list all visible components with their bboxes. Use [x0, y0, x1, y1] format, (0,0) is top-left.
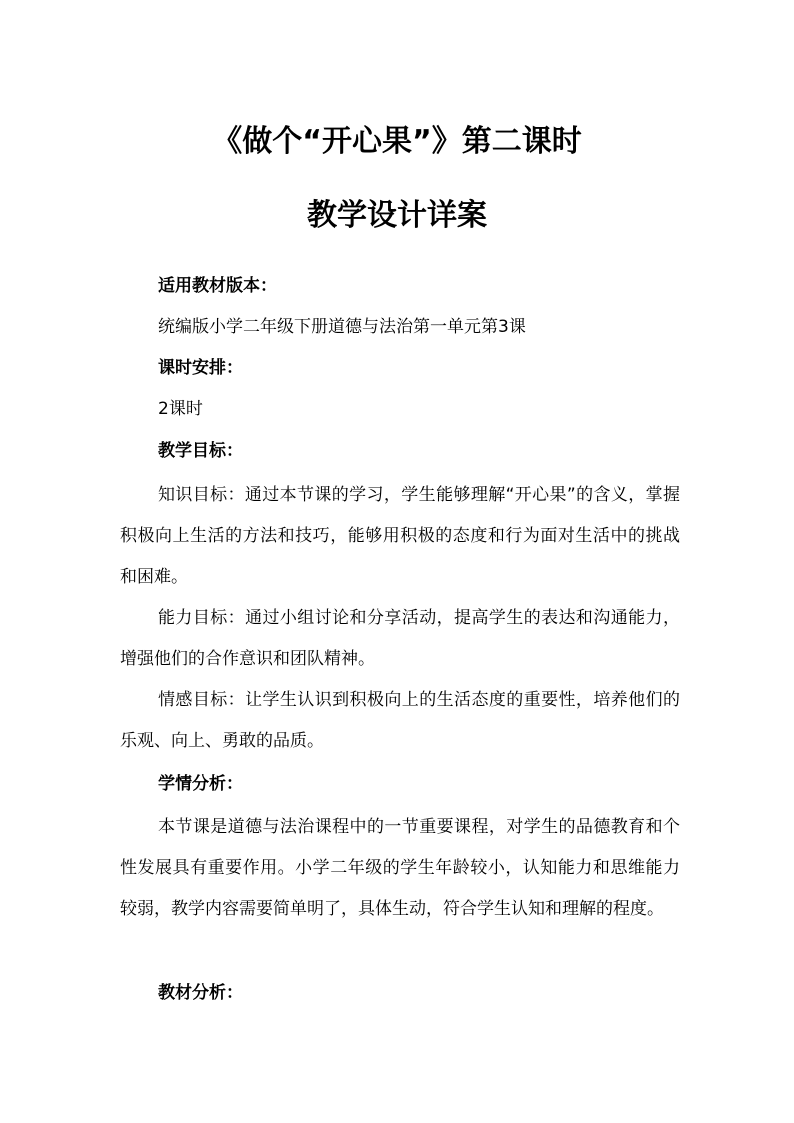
text-edition: 统编版小学二年级下册道德与法治第一单元第3课 [158, 317, 526, 337]
document-title-line1: 《做个“开心果”》第二课时 [212, 124, 582, 159]
heading-material-analysis: 教材分析： [158, 983, 243, 1003]
paragraph-knowledge-goal: 知识目标：通过本节课的学习，学生能够理解“开心果”的含义，掌握积极向上生活的方法和技巧，能够用积极的态度和行为面对生活中的挑战和困难。 [120, 485, 680, 587]
heading-goals: 教学目标： [158, 441, 243, 461]
heading-edition: 适用教材版本： [158, 276, 277, 296]
paragraph-ability-goal: 能力目标：通过小组讨论和分享活动，提高学生的表达和沟通能力，增强他们的合作意识和团队精神。 [120, 608, 680, 669]
heading-student-analysis: 学情分析： [158, 774, 243, 794]
paragraph-student-analysis: 本节课是道德与法治课程中的一节重要课程，对学生的品德教育和个性发展具有重要作用。小学二年级的学生年龄较小，认知能力和思维能力较弱，教学内容需要简单明了，具体生动，符合学生认知和理解的程度。 [120, 817, 680, 919]
heading-schedule: 课时安排： [158, 358, 243, 378]
document-title-line2: 教学设计详案 [307, 198, 487, 233]
paragraph-emotion-goal: 情感目标：让学生认识到积极向上的生活态度的重要性，培养他们的乐观、向上、勇敢的品质。 [120, 690, 680, 751]
text-schedule: 2课时 [158, 399, 203, 419]
